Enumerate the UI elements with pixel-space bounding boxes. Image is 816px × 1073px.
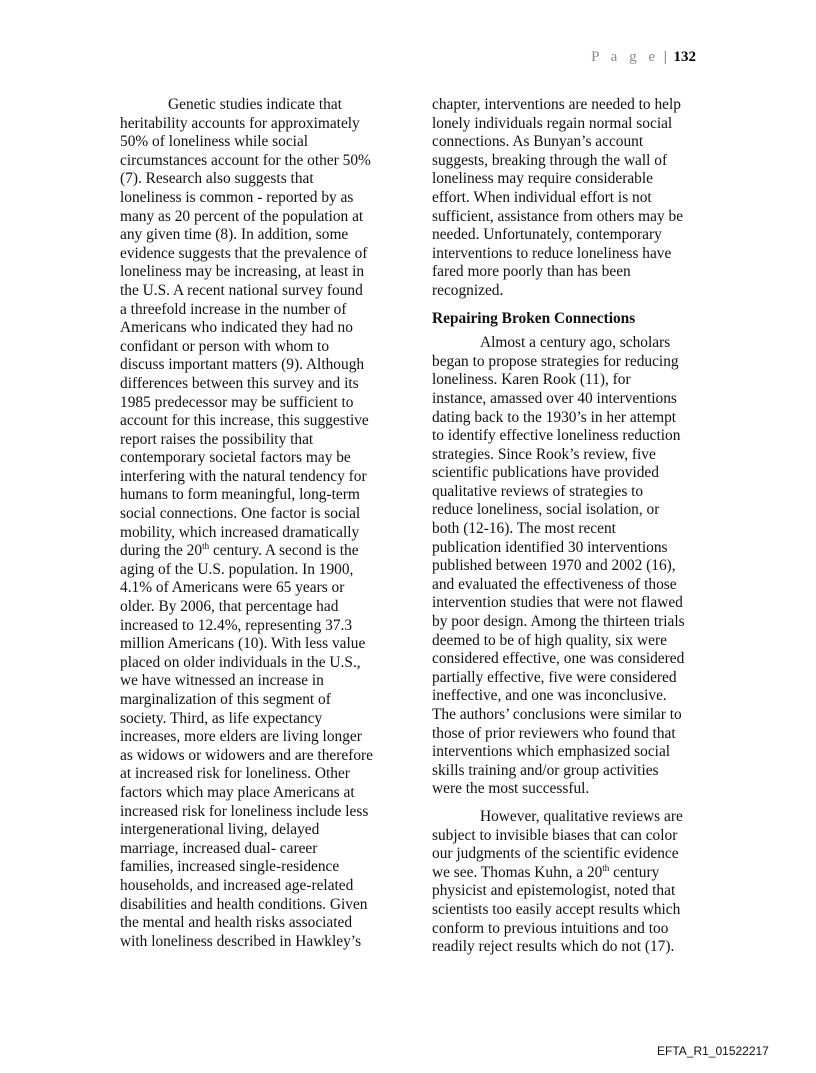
- text-line: reduce loneliness, social isolation, or: [432, 501, 660, 519]
- text-line: as widows or widowers and are therefore: [120, 746, 373, 764]
- document-id: EFTA_R1_01522217: [657, 1044, 769, 1058]
- text-fragment: during the 20: [120, 542, 203, 560]
- text-line: 4.1% of Americans were 65 years or: [120, 579, 345, 597]
- text-line: connections. As Bunyan’s account: [432, 133, 644, 151]
- left-column: [120, 96, 410, 951]
- text-line: conform to previous intuitions and too: [432, 919, 669, 937]
- text-line: scientific publications have provided: [432, 464, 659, 482]
- text-line: loneliness is common - reported by as: [120, 188, 354, 206]
- text-line: with loneliness described in Hawkley’s: [120, 932, 362, 950]
- text-line: chapter, interventions are needed to help: [432, 96, 681, 113]
- text-line: to identify effective loneliness reduction: [432, 427, 681, 445]
- page-separator: |: [663, 49, 667, 65]
- text-line: loneliness. Karen Rook (11), for: [432, 371, 631, 389]
- text-line: those of prior reviewers who found that: [432, 724, 676, 742]
- text-fragment: century: [609, 863, 660, 881]
- text-line: effort. When individual effort is not: [432, 188, 652, 206]
- text-line: the mental and health risks associated: [120, 914, 353, 932]
- text-line: households, and increased age-related: [120, 876, 354, 894]
- text-line: physicist and epistemologist, noted that: [432, 882, 676, 900]
- text-line: discuss important matters (9). Although: [120, 356, 365, 374]
- text-line: loneliness may be increasing, at least in: [120, 263, 365, 281]
- text-line: and evaluated the effectiveness of those: [432, 575, 677, 593]
- text-line: interventions to reduce loneliness have: [432, 244, 672, 262]
- text-line: Almost a century ago, scholars: [480, 334, 671, 352]
- text-line: contemporary societal factors may be: [120, 449, 351, 467]
- text-line: marginalization of this segment of: [120, 691, 331, 708]
- paragraph-chapter-continuation: [432, 96, 722, 301]
- superscript: th: [202, 541, 210, 552]
- text-line: scientists too easily accept results which: [432, 900, 681, 918]
- text-line: intervention studies that were not flawed: [432, 594, 683, 612]
- text-line: skills training and/or group activities: [432, 761, 659, 779]
- text-line: subject to invisible biases that can color: [432, 826, 678, 844]
- text-line: lonely individuals regain normal social: [432, 114, 673, 132]
- text-line: Americans who indicated they had no: [120, 319, 353, 337]
- text-line: increased to 12.4%, representing 37.3: [120, 616, 353, 634]
- text-line: differences between this survey and its: [120, 374, 359, 392]
- text-line: readily reject results which do not (17).: [432, 938, 675, 956]
- paragraph-almost-a-century: [432, 334, 722, 799]
- text-line: a threefold increase in the number of: [120, 300, 347, 318]
- text-line: ineffective, and one was inconclusive.: [432, 687, 667, 705]
- text-line: aging of the U.S. population. In 1900,: [120, 560, 354, 578]
- text-line: interventions which emphasized social: [432, 743, 671, 761]
- text-line: placed on older individuals in the U.S.,: [120, 653, 361, 671]
- text-line: deemed to be of high quality, six were: [432, 631, 667, 649]
- text-line: society. Third, as life expectancy: [120, 709, 323, 727]
- text-line: qualitative reviews of strategies to: [432, 482, 644, 500]
- text-line: 50% of loneliness while social: [120, 133, 309, 151]
- text-line: marriage, increased dual- career: [120, 839, 318, 857]
- text-line: began to propose strategies for reducing: [432, 352, 679, 370]
- text-line: confidant or person with whom to: [120, 337, 330, 355]
- text-line: published between 1970 and 2002 (16),: [432, 557, 676, 575]
- paragraph-genetic-studies: [120, 96, 410, 951]
- paragraph-gap: [432, 799, 722, 808]
- page-label: P a g e: [591, 49, 659, 65]
- text-line: The authors’ conclusions were similar to: [432, 706, 682, 723]
- text-line: circumstances account for the other 50%: [120, 151, 371, 169]
- text-line: humans to form meaningful, long-term: [120, 486, 360, 504]
- page-header: [591, 49, 696, 66]
- text-line: evidence suggests that the prevalence of: [120, 244, 368, 262]
- text-line: 1985 predecessor may be sufficient to: [120, 393, 354, 411]
- text-line: considered effective, one was considered: [432, 650, 685, 668]
- text-line: social connections. One factor is social: [120, 505, 361, 523]
- text-line: intergenerational living, delayed: [120, 821, 320, 839]
- text-line: dating back to the 1930’s in her attempt: [432, 408, 677, 426]
- text-line: However, qualitative reviews are: [480, 807, 683, 825]
- section-heading: Repairing Broken Connections: [432, 309, 636, 327]
- text-line: by poor design. Among the thirteen trials: [432, 613, 685, 631]
- text-line: the U.S. A recent national survey found: [120, 281, 363, 299]
- text-line-with-superscript: [432, 864, 722, 883]
- paragraph-however-qualitative: [432, 808, 722, 957]
- text-line: were the most successful.: [432, 780, 590, 798]
- text-line: (7). Research also suggests that: [120, 170, 314, 188]
- text-fragment: we see. Thomas Kuhn, a 20: [432, 863, 603, 881]
- text-line: recognized.: [432, 281, 504, 299]
- text-line: instance, amassed over 40 interventions: [432, 389, 677, 407]
- text-line: suggests, breaking through the wall of: [432, 151, 668, 169]
- text-line: publication identified 30 interventions: [432, 538, 668, 556]
- text-line: older. By 2006, that percentage had: [120, 598, 339, 616]
- text-line: fared more poorly than has been: [432, 263, 631, 281]
- text-line: needed. Unfortunately, contemporary: [432, 226, 662, 244]
- text-line: at increased risk for loneliness. Other: [120, 765, 350, 783]
- right-column: [432, 96, 722, 957]
- text-line: both (12-16). The most recent: [432, 520, 616, 538]
- text-line: increased risk for loneliness include less: [120, 802, 369, 820]
- page-number: 132: [673, 49, 696, 65]
- text-line: loneliness may require considerable: [432, 170, 653, 188]
- text-line: million Americans (10). With less value: [120, 635, 366, 653]
- text-line: any given time (8). In addition, some: [120, 226, 349, 244]
- text-line: our judgments of the scientific evidence: [432, 845, 679, 863]
- text-line: account for this increase, this suggestive: [120, 412, 369, 430]
- text-line: interfering with the natural tendency for: [120, 467, 367, 485]
- text-line: sufficient, assistance from others may be: [432, 207, 684, 225]
- text-line: disabilities and health conditions. Given: [120, 895, 368, 913]
- text-line: heritability accounts for approximately: [120, 114, 360, 132]
- text-line: families, increased single-residence: [120, 858, 340, 876]
- text-line: report raises the possibility that: [120, 430, 314, 448]
- text-line: increases, more elders are living longer: [120, 728, 362, 746]
- text-fragment: century. A second is the: [209, 542, 359, 560]
- superscript: th: [602, 862, 610, 873]
- text-line-with-superscript: [120, 542, 410, 561]
- text-line: many as 20 percent of the population at: [120, 207, 364, 225]
- text-line: Genetic studies indicate that: [168, 96, 342, 113]
- text-line: partially effective, five were considered: [432, 668, 677, 686]
- text-line: we have witnessed an increase in: [120, 672, 324, 690]
- text-line: factors which may place Americans at: [120, 783, 355, 801]
- text-line: mobility, which increased dramatically: [120, 523, 360, 541]
- text-line: strategies. Since Rook’s review, five: [432, 445, 656, 463]
